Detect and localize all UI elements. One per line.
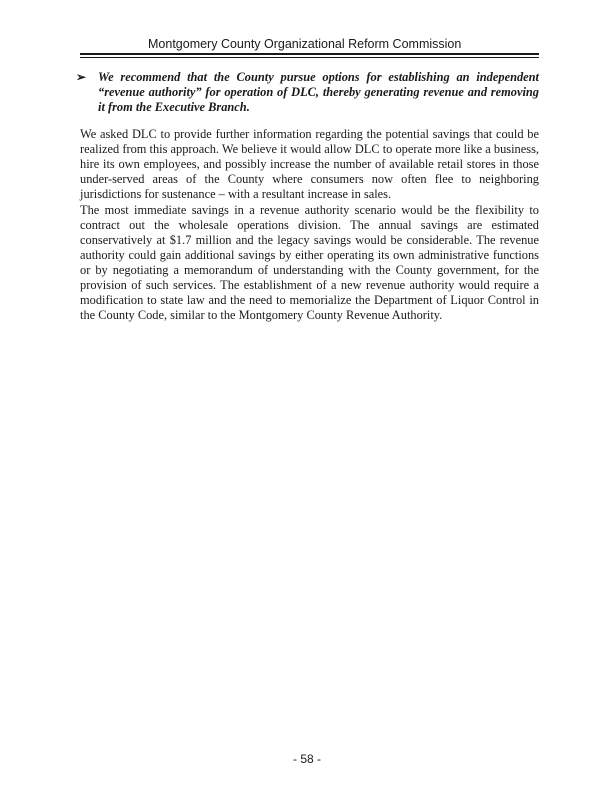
page-number: - 58 - (292, 752, 321, 766)
recommendation-block (76, 70, 539, 115)
body-paragraph: The most immediate savings in a revenue authority scenario would be the flexibility to contract out the wholesale operations division. The annual savings are estimated conservatively at $1.7 million and the legacy savings would be considerable. The revenue authority could gain additional savings by either operating its own administrative functions or by negotiating a memorandum of understanding with the County government, for the provision of such services. The establishment of a new revenue authority would require a modification to state law and the need to memorialize the Department of Liquor Control in the County Code, similar to the Montgomery County Revenue Authority. (80, 203, 539, 322)
header-rule-thin (80, 57, 539, 58)
header-rule (80, 53, 539, 55)
page-header-title: Montgomery County Organizational Reform Commission (148, 37, 462, 51)
arrow-bullet-icon: ➢ (76, 70, 87, 84)
body-paragraph: We asked DLC to provide further information regarding the potential savings that could be realized from this approach. We believe it would allow DLC to operate more like a business, hire its own employees, and possibly increase the number of available retail stores in those under-served areas of the County where consumers now often flee to neighboring jurisdictions for sustenance – with a resultant increase in sales. (80, 127, 539, 201)
recommendation-text: We recommend that the County pursue options for establishing an independent “revenue authority” for operation of DLC, thereby generating revenue and removing it from the Executive Branch. (98, 70, 539, 114)
